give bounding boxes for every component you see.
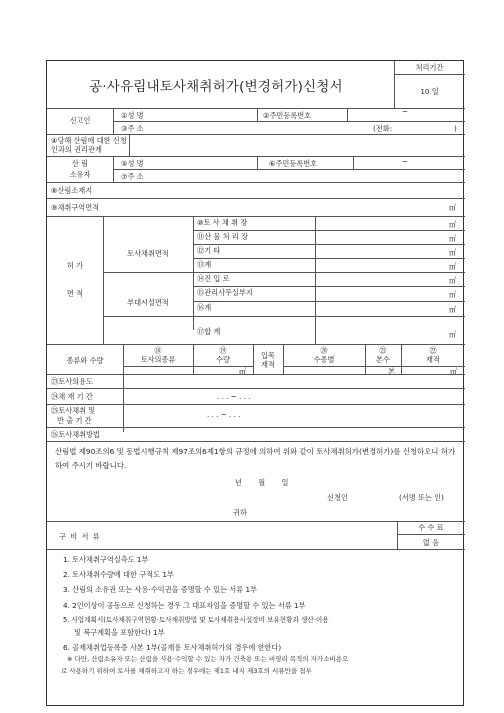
extraction-area-group: 토사채취면적 xyxy=(127,249,169,258)
document-item: 3. 산림의 소유권 또는 사용·수익권을 증명할 수 있는 서류 1부 xyxy=(63,585,257,594)
quantity-header: 수량 xyxy=(216,355,230,364)
permit-total-unit: ㎡ xyxy=(449,330,457,339)
document-item: 1. 토사채취구역실측도 1부 xyxy=(63,555,149,564)
application-form xyxy=(46,60,464,706)
signature-note: (서명 또는 인) xyxy=(399,493,444,502)
permit-row-label: ⑭진 입 로 xyxy=(197,274,230,283)
permit-row-unit: ㎡ xyxy=(449,220,457,229)
species-header: 수종별 xyxy=(313,355,335,364)
kinds-quantity-label: 종류와 수량 xyxy=(66,356,104,365)
soil-type-num: ⑱ xyxy=(154,346,162,355)
permit-section-label-1: 허 가 xyxy=(66,261,84,270)
owner-rrn-tilde: ~ xyxy=(402,157,409,166)
owner-address-label: ⑦주 소 xyxy=(121,172,144,181)
soil-type-header: 토사의종류 xyxy=(140,355,176,364)
permit-row-label: ⑩토 사 채 취 장 xyxy=(197,218,248,227)
permit-row-label: ⑮관리사무실부지 xyxy=(197,288,253,297)
fee-label: 수 수 료 xyxy=(418,523,444,532)
owner-rrn-label: ⑥주민등록번호 xyxy=(269,159,318,168)
quantity-num: ⑲ xyxy=(219,346,227,355)
species-num: ⑳ xyxy=(320,346,328,355)
permit-section-label-2: 면 적 xyxy=(66,289,84,298)
permit-row-label: ⑯계 xyxy=(197,303,212,312)
extraction-period-label: ㉔채 재 기 간 xyxy=(51,392,93,401)
permit-row-unit: ㎡ xyxy=(449,248,457,257)
applicant-address-label: ③주 소 xyxy=(121,124,144,133)
transport-period-label-2: 반 출 기 간 xyxy=(57,416,92,425)
applicant-signature-label: 신청인 xyxy=(327,493,348,502)
application-date: 년 월 일 xyxy=(235,478,289,487)
extraction-area-unit: ㎡ xyxy=(449,203,457,212)
document-item: 5. 사업계획서(토사채취구역현황·토사채취방법 및 토사채취용시설장비 보유현황과 생산·이용 xyxy=(63,616,329,624)
owner-name-label: ⑤성 명 xyxy=(121,159,144,168)
standing-timber-label: 입목 xyxy=(261,351,275,360)
volume-unit: ㎡ xyxy=(450,367,458,376)
rights-relationship-label: ④당해 산림에 대한 신청인과의 권리관계 xyxy=(51,136,127,154)
quantity-unit: ㎡ xyxy=(239,367,247,376)
extraction-period-dates: . . . ~ . . . xyxy=(217,392,251,401)
volume-header: 재적 xyxy=(426,355,440,364)
forest-location-label: ⑧산림소재지 xyxy=(51,186,93,195)
count-header: 본수 xyxy=(376,355,390,364)
volume-num: ㉒ xyxy=(429,346,437,355)
document-item: 6. 골재채취업등록증 사본 1부(골재용 토사채취허가의 경우에 한한다) xyxy=(63,643,282,652)
permit-total-label: ⑰합 계 xyxy=(197,327,221,336)
applicant-name-label: ①성 명 xyxy=(121,111,144,120)
permit-row-unit: ㎡ xyxy=(449,276,457,285)
facility-area-group: 부대시설면적 xyxy=(127,298,169,307)
applicant-phone-close: ) xyxy=(454,124,457,133)
transport-period-label-1: ㉕토사채취 및 xyxy=(51,406,96,415)
count-num: ㉑ xyxy=(379,346,387,355)
count-unit: 본 xyxy=(388,367,395,376)
applicant-section-label: 신고인 xyxy=(69,116,91,125)
soil-use-label: ㉓토사의용도 xyxy=(51,377,93,386)
applicant-phone-label: (전화: xyxy=(373,124,393,133)
standing-timber-label-2: 재적 xyxy=(261,360,275,369)
processing-period-label: 처리기간 xyxy=(415,63,444,72)
permit-row-label: ⑬계 xyxy=(197,260,212,269)
document-item: 및 복구계획을 포함한다) 1부 xyxy=(74,628,165,637)
permit-row-unit: ㎡ xyxy=(449,234,457,243)
extraction-area-label: ⑨채취구역면적 xyxy=(51,203,100,212)
owner-section-label-2: 소유자 xyxy=(69,170,91,179)
application-statement: 산림법 제90조의6 및 동법시행규칙 제97조의6제1항의 규정에 의하여 위와 같이 토사채취허가(변경허가)를 신청하오니 허가하여 주시기 바랍니다. xyxy=(55,447,456,470)
document-note: ※ 다만, 산림소유자 또는 산림을 사용·수익할 수 있는 자가 건축용 또는 비영리 목적의 자가소비용으 xyxy=(67,655,349,663)
extraction-method-label: ㉖토사채취방법 xyxy=(51,430,100,439)
document-note: 로 사용하기 위하여 토사를 채취하고자 하는 경우에는 제1호 내지 제3호의 서류만을 첨부 xyxy=(61,667,312,675)
transport-period-dates: . . . ~ . . . xyxy=(207,410,241,419)
permit-row-unit: ㎡ xyxy=(449,290,457,299)
permit-row-label: ⑫기 타 xyxy=(197,246,221,255)
permit-row-unit: ㎡ xyxy=(449,305,457,314)
permit-row-label: ⑪산 물 처 리 장 xyxy=(197,232,249,241)
addressee: 귀하 xyxy=(233,508,247,517)
applicant-rrn-tilde: ~ xyxy=(402,107,409,116)
document-item: 4. 2인이상이 공동으로 신청하는 경우 그 대표자임을 증명할 수 있는 서류 1부 xyxy=(63,601,306,610)
document-item: 2. 토사채취수량에 대한 구적도 1부 xyxy=(63,570,174,579)
owner-section-label-1: 산 림 xyxy=(71,159,89,168)
applicant-rrn-label: ②주민등록번호 xyxy=(263,111,312,120)
permit-row-unit: ㎡ xyxy=(449,262,457,271)
processing-period-value: 10 일 xyxy=(420,87,439,96)
fee-value: 없 음 xyxy=(422,538,440,547)
required-documents-title: 구 비 서 류 xyxy=(59,532,101,541)
form-title: 공·사유림내토사채취허가(변경허가)신청서 xyxy=(89,79,343,95)
